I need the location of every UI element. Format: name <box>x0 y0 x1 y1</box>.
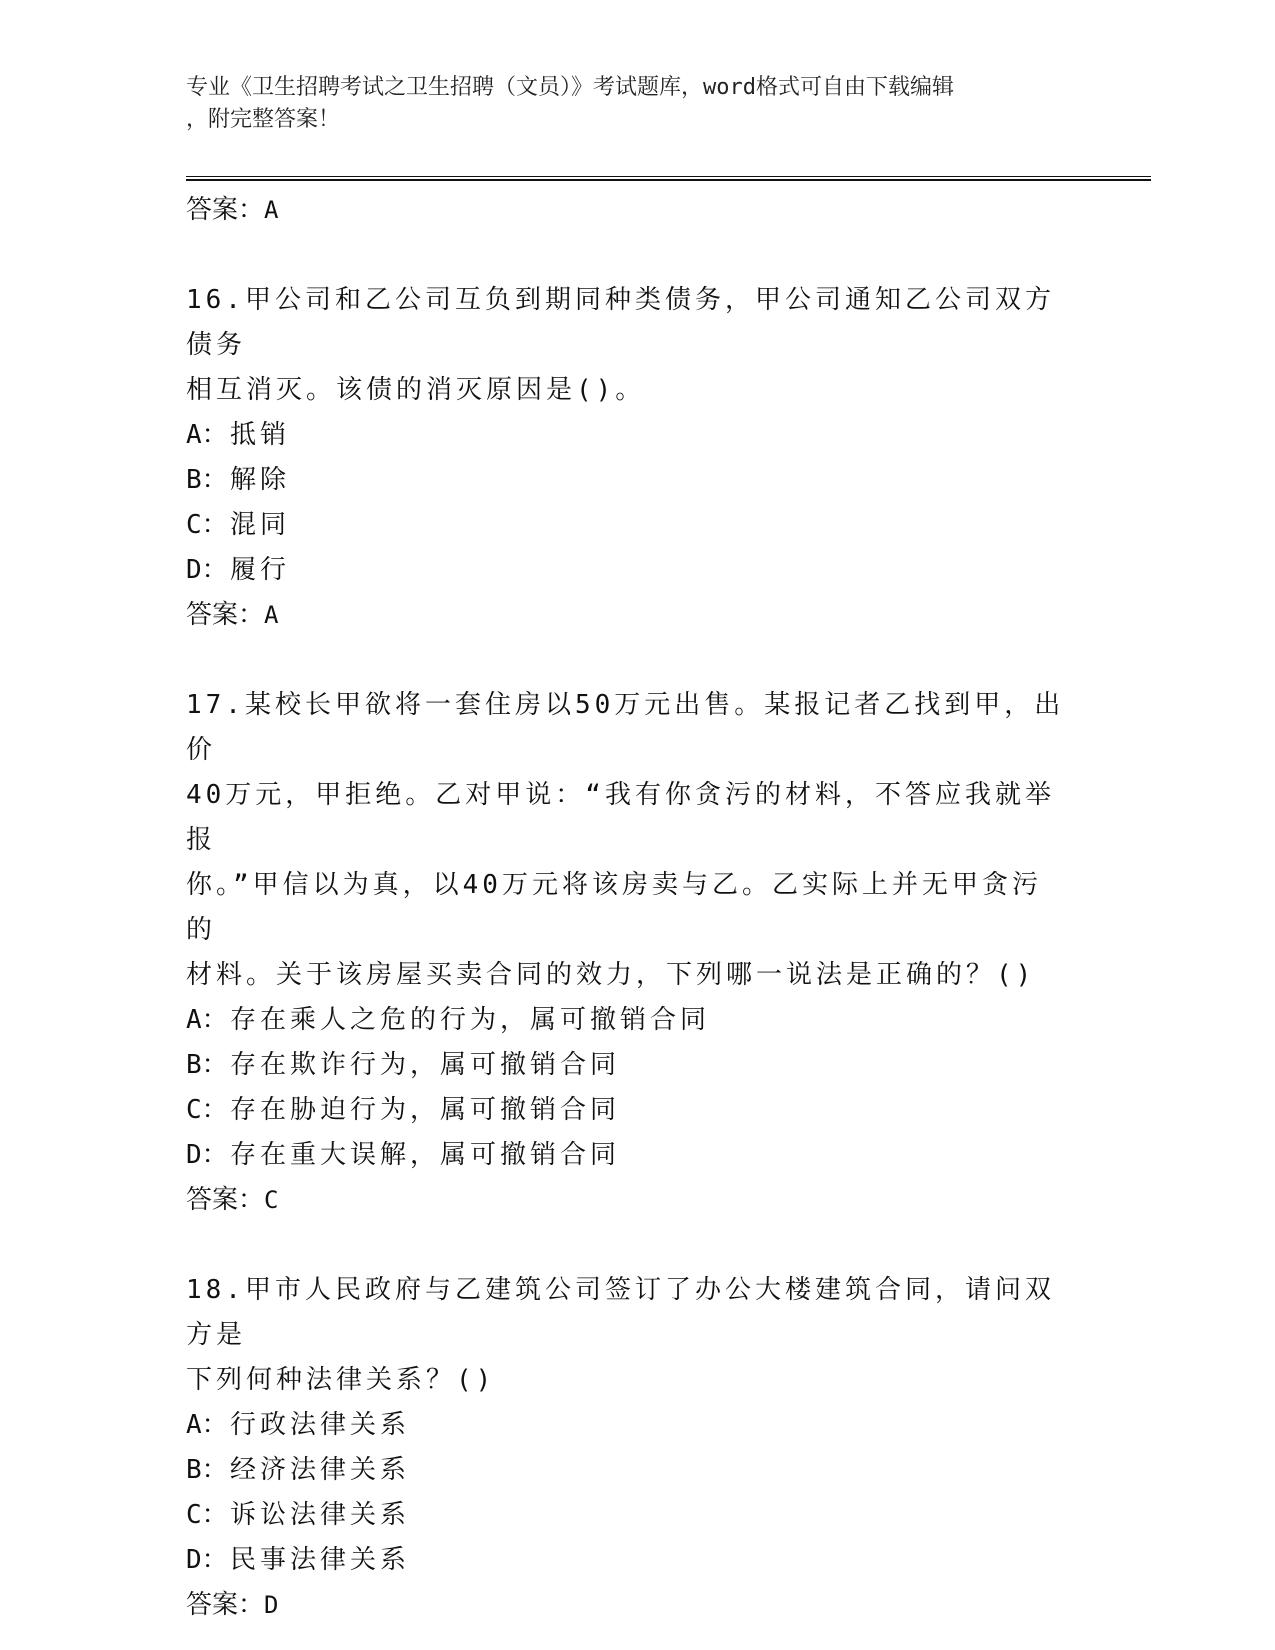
question-text-line: 下列何种法律关系？() <box>186 1365 496 1395</box>
exam-content <box>186 188 1151 1627</box>
question-text-line: 18.甲市人民政府与乙建筑公司签订了办公大楼建筑合同，请问双方是 <box>186 1275 1055 1350</box>
page-header <box>186 72 1066 136</box>
option-text: 诉讼法律关系 <box>230 1500 411 1530</box>
option-key: C： <box>186 1095 228 1125</box>
question-text-line: 40万元，甲拒绝。乙对甲说：“我有你贪污的材料，不答应我就举报 <box>186 780 1055 855</box>
option-c <box>186 1493 1151 1538</box>
option-text: 存在胁迫行为，属可撤销合同 <box>230 1095 621 1125</box>
option-b <box>186 458 1151 503</box>
answer-label: 答案： <box>186 195 265 225</box>
option-text: 存在重大误解，属可撤销合同 <box>230 1140 621 1170</box>
question-16 <box>186 278 1151 637</box>
option-text: 履行 <box>230 555 291 585</box>
option-key: D： <box>186 1545 228 1575</box>
option-key: D： <box>186 555 228 585</box>
option-d <box>186 1133 1151 1178</box>
option-key: B： <box>186 1455 228 1485</box>
option-text: 解除 <box>230 465 291 495</box>
question-text-line: 相互消灭。该债的消灭原因是()。 <box>186 375 646 405</box>
option-a <box>186 413 1151 458</box>
answer-label: 答案： <box>186 1185 265 1215</box>
answer-label: 答案： <box>186 600 265 630</box>
option-c <box>186 503 1151 548</box>
question-text <box>186 683 1066 998</box>
option-text: 抵销 <box>230 420 291 450</box>
question-text-line: 16.甲公司和乙公司互负到期同种类债务，甲公司通知乙公司双方债务 <box>186 285 1055 360</box>
option-text: 混同 <box>230 510 291 540</box>
header-line-2: ，附完整答案！ <box>186 107 341 132</box>
header-line-1: 专业《卫生招聘考试之卫生招聘（文员）》考试题库，word格式可自由下载编辑 <box>186 75 954 100</box>
question-18 <box>186 1268 1151 1627</box>
option-d <box>186 1538 1151 1583</box>
option-key: D： <box>186 1140 228 1170</box>
option-b <box>186 1043 1151 1088</box>
option-text: 民事法律关系 <box>230 1545 411 1575</box>
answer-value: C <box>264 1186 279 1214</box>
option-key: A： <box>186 420 228 450</box>
question-text <box>186 1268 1066 1403</box>
answer-label: 答案： <box>186 1590 265 1620</box>
option-text: 存在欺诈行为，属可撤销合同 <box>230 1050 621 1080</box>
question-text <box>186 278 1066 413</box>
option-key: C： <box>186 1500 228 1530</box>
option-a <box>186 998 1151 1043</box>
option-text: 行政法律关系 <box>230 1410 411 1440</box>
question-text-line: 你。”甲信以为真，以40万元将该房卖与乙。乙实际上并无甲贪污的 <box>186 870 1042 945</box>
answer-line <box>186 593 1151 637</box>
option-d <box>186 548 1151 593</box>
question-text-line: 材料。关于该房屋买卖合同的效力，下列哪一说法是正确的？() <box>186 960 1036 990</box>
option-b <box>186 1448 1151 1493</box>
question-17 <box>186 683 1151 1222</box>
option-key: A： <box>186 1410 228 1440</box>
option-c <box>186 1088 1151 1133</box>
answer-line <box>186 188 1151 232</box>
header-divider <box>186 176 1151 181</box>
option-key: B： <box>186 1050 228 1080</box>
answer-line <box>186 1178 1151 1222</box>
option-key: C： <box>186 510 228 540</box>
answer-value: D <box>264 1591 279 1619</box>
answer-value: A <box>264 601 279 629</box>
option-key: B： <box>186 465 228 495</box>
option-key: A： <box>186 1005 228 1035</box>
option-a <box>186 1403 1151 1448</box>
option-text: 存在乘人之危的行为，属可撤销合同 <box>230 1005 711 1035</box>
answer-value: A <box>264 196 279 224</box>
question-text-line: 17.某校长甲欲将一套住房以50万元出售。某报记者乙找到甲，出价 <box>186 690 1065 765</box>
option-text: 经济法律关系 <box>230 1455 411 1485</box>
answer-line <box>186 1583 1151 1627</box>
